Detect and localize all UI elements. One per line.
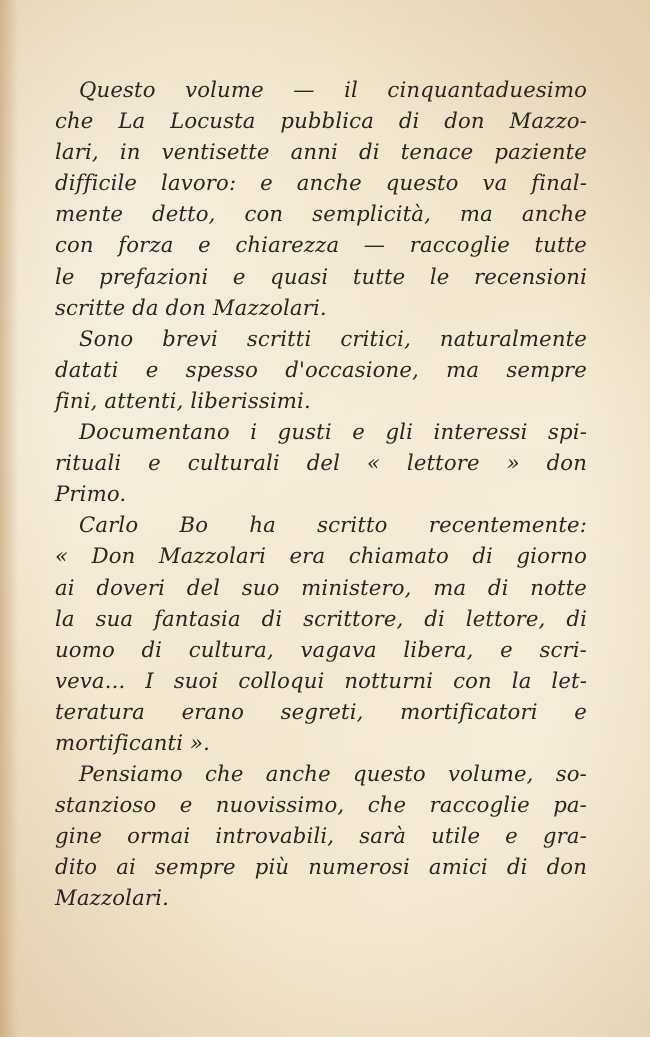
text-line: lari, in ventisette anni di tenace paziente — [55, 139, 587, 165]
text-line: Pensiamo che anche questo volume, so- — [79, 761, 587, 787]
text-line: Questo volume — il cinquantaduesimo — [79, 77, 587, 102]
text-line: veva... I suoi colloqui notturni con la let- — [55, 667, 587, 693]
text-line: che La Locusta pubblica di don Mazzo- — [55, 108, 587, 134]
text-line: gine ormai introvabili, sarà utile e gra- — [55, 823, 587, 849]
paragraph-1 — [55, 74, 587, 323]
text-line: scritte da don Mazzolari. — [55, 294, 327, 320]
text-line: « Don Mazzolari era chiamato di giorno — [55, 543, 587, 569]
text-line: la sua fantasia di scrittore, di lettore, di — [55, 605, 587, 631]
text-line: difficile lavoro: e anche questo va final- — [55, 170, 587, 196]
text-line: teratura erano segreti, mortificatori e — [55, 698, 587, 724]
paragraph-3 — [55, 416, 587, 509]
text-line: Carlo Bo ha scritto recentemente: — [79, 512, 587, 538]
book-blurb-text — [55, 74, 587, 914]
text-line: Mazzolari. — [55, 885, 169, 911]
text-line: stanzioso e nuovissimo, che raccoglie pa- — [55, 792, 587, 818]
text-line: Documentano i gusti e gli interessi spi- — [79, 419, 587, 445]
text-line: mente detto, con semplicità, ma anche — [55, 201, 587, 227]
text-line: fini, attenti, liberissimi. — [55, 387, 311, 413]
paragraph-4 — [55, 509, 587, 758]
paragraph-2 — [55, 323, 587, 416]
text-line: dito ai sempre più numerosi amici di don — [55, 854, 587, 880]
text-line: mortificanti ». — [55, 729, 211, 755]
text-line: con forza e chiarezza — raccoglie tutte — [55, 232, 587, 258]
paragraph-5 — [55, 758, 587, 913]
text-line: ai doveri del suo ministero, ma di notte — [55, 574, 587, 600]
text-line: rituali e culturali del « lettore » don — [55, 450, 587, 476]
text-line: uomo di cultura, vagava libera, e scri- — [55, 636, 587, 662]
page-edge-shadow — [0, 0, 18, 1037]
text-line: datati e spesso d'occasione, ma sempre — [55, 356, 587, 382]
text-line: le prefazioni e quasi tutte le recensioni — [55, 263, 587, 289]
text-line: Primo. — [55, 481, 127, 507]
text-line: Sono brevi scritti critici, naturalmente — [79, 325, 587, 351]
